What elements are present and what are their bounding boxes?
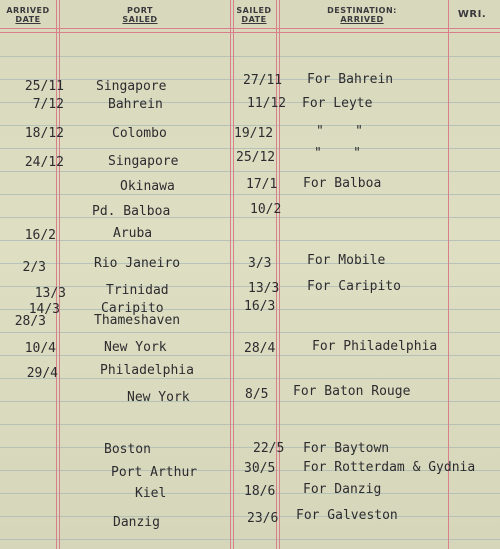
header-destination: DESTINATION: ARRIVED bbox=[327, 6, 397, 24]
ruled-line bbox=[0, 194, 500, 195]
ruled-line bbox=[0, 447, 500, 448]
port-name: Danzig bbox=[113, 515, 160, 530]
port-name: Bahrein bbox=[108, 97, 163, 112]
port-name: Caripito bbox=[101, 301, 164, 316]
sailed-date: 28/4 bbox=[244, 341, 276, 356]
ruled-line bbox=[0, 217, 500, 218]
sailed-date: 10/2 bbox=[250, 202, 282, 217]
port-name: Singapore bbox=[108, 154, 179, 169]
column-rule bbox=[230, 0, 234, 549]
port-name: Trinidad bbox=[106, 283, 169, 298]
sailed-date: 22/5 bbox=[253, 441, 285, 456]
port-name: Singapore bbox=[96, 79, 167, 94]
arrived-date: 10/4 bbox=[24, 341, 56, 356]
destination: For Baytown bbox=[303, 441, 390, 456]
arrived-date: 13/3 bbox=[34, 286, 66, 301]
destination: For Galveston bbox=[296, 508, 398, 523]
sailed-date: 25/12 bbox=[236, 150, 276, 165]
ruled-line bbox=[0, 171, 500, 172]
header-rule bbox=[0, 28, 500, 29]
header-rule bbox=[0, 32, 500, 33]
sailed-date: 30/5 bbox=[244, 461, 276, 476]
arrived-date: 2/3 bbox=[22, 260, 46, 275]
destination: For Baton Rouge bbox=[293, 384, 411, 399]
destination: For Caripito bbox=[307, 279, 401, 294]
port-name: Thameshaven bbox=[94, 313, 181, 328]
destination: For Leyte bbox=[302, 96, 373, 111]
destination: " " bbox=[316, 124, 363, 139]
destination: For Philadelphia bbox=[312, 339, 438, 354]
sailed-date: 8/5 bbox=[245, 387, 269, 402]
arrived-date: 25/11 bbox=[24, 79, 64, 94]
destination: For Balboa bbox=[303, 176, 382, 191]
arrived-date: 24/12 bbox=[24, 155, 64, 170]
sailed-date: 11/12 bbox=[247, 96, 287, 111]
destination: For Rotterdam & Gydnia bbox=[303, 460, 476, 475]
ruled-line bbox=[0, 539, 500, 540]
port-name: New York bbox=[127, 390, 190, 405]
destination: For Bahrein bbox=[307, 72, 394, 87]
port-name: Colombo bbox=[112, 126, 167, 141]
sailed-date: 19/12 bbox=[234, 126, 274, 141]
arrived-date: 7/12 bbox=[32, 97, 64, 112]
arrived-date: 28/3 bbox=[14, 314, 46, 329]
ruled-line bbox=[0, 56, 500, 57]
ruled-line bbox=[0, 332, 500, 333]
destination: For Danzig bbox=[303, 482, 382, 497]
port-name: Boston bbox=[104, 442, 151, 457]
arrived-date: 29/4 bbox=[26, 366, 58, 381]
arrived-date: 14/3 bbox=[28, 302, 60, 317]
ruled-line bbox=[0, 148, 500, 149]
header-port: PORT SAILED bbox=[122, 6, 158, 24]
ruled-line bbox=[0, 378, 500, 379]
destination: For Mobile bbox=[307, 253, 386, 268]
ruled-line bbox=[0, 240, 500, 241]
header-wri: WRI. bbox=[457, 9, 487, 20]
port-name: New York bbox=[104, 340, 167, 355]
port-name: Pd. Balboa bbox=[92, 204, 171, 219]
sailed-date: 13/3 bbox=[248, 281, 280, 296]
port-name: Aruba bbox=[113, 226, 153, 241]
header-arrived-date: ARRIVED DATE bbox=[6, 6, 50, 24]
sailed-date: 16/3 bbox=[244, 299, 276, 314]
port-name: Rio Janeiro bbox=[94, 256, 181, 271]
port-name: Port Arthur bbox=[111, 465, 198, 480]
port-name: Philadelphia bbox=[100, 363, 194, 378]
sailed-date: 27/11 bbox=[243, 73, 283, 88]
ruled-line bbox=[0, 424, 500, 425]
sailed-date: 23/6 bbox=[247, 511, 279, 526]
sailed-date: 3/3 bbox=[248, 256, 272, 271]
arrived-date: 16/2 bbox=[24, 228, 56, 243]
port-name: Okinawa bbox=[120, 179, 175, 194]
port-name: Kiel bbox=[135, 486, 167, 501]
sailed-date: 17/1 bbox=[246, 177, 278, 192]
sailed-date: 18/6 bbox=[244, 484, 276, 499]
arrived-date: 18/12 bbox=[24, 126, 64, 141]
destination: " " bbox=[314, 146, 361, 161]
header-sailed-date: SAILED DATE bbox=[236, 6, 272, 24]
